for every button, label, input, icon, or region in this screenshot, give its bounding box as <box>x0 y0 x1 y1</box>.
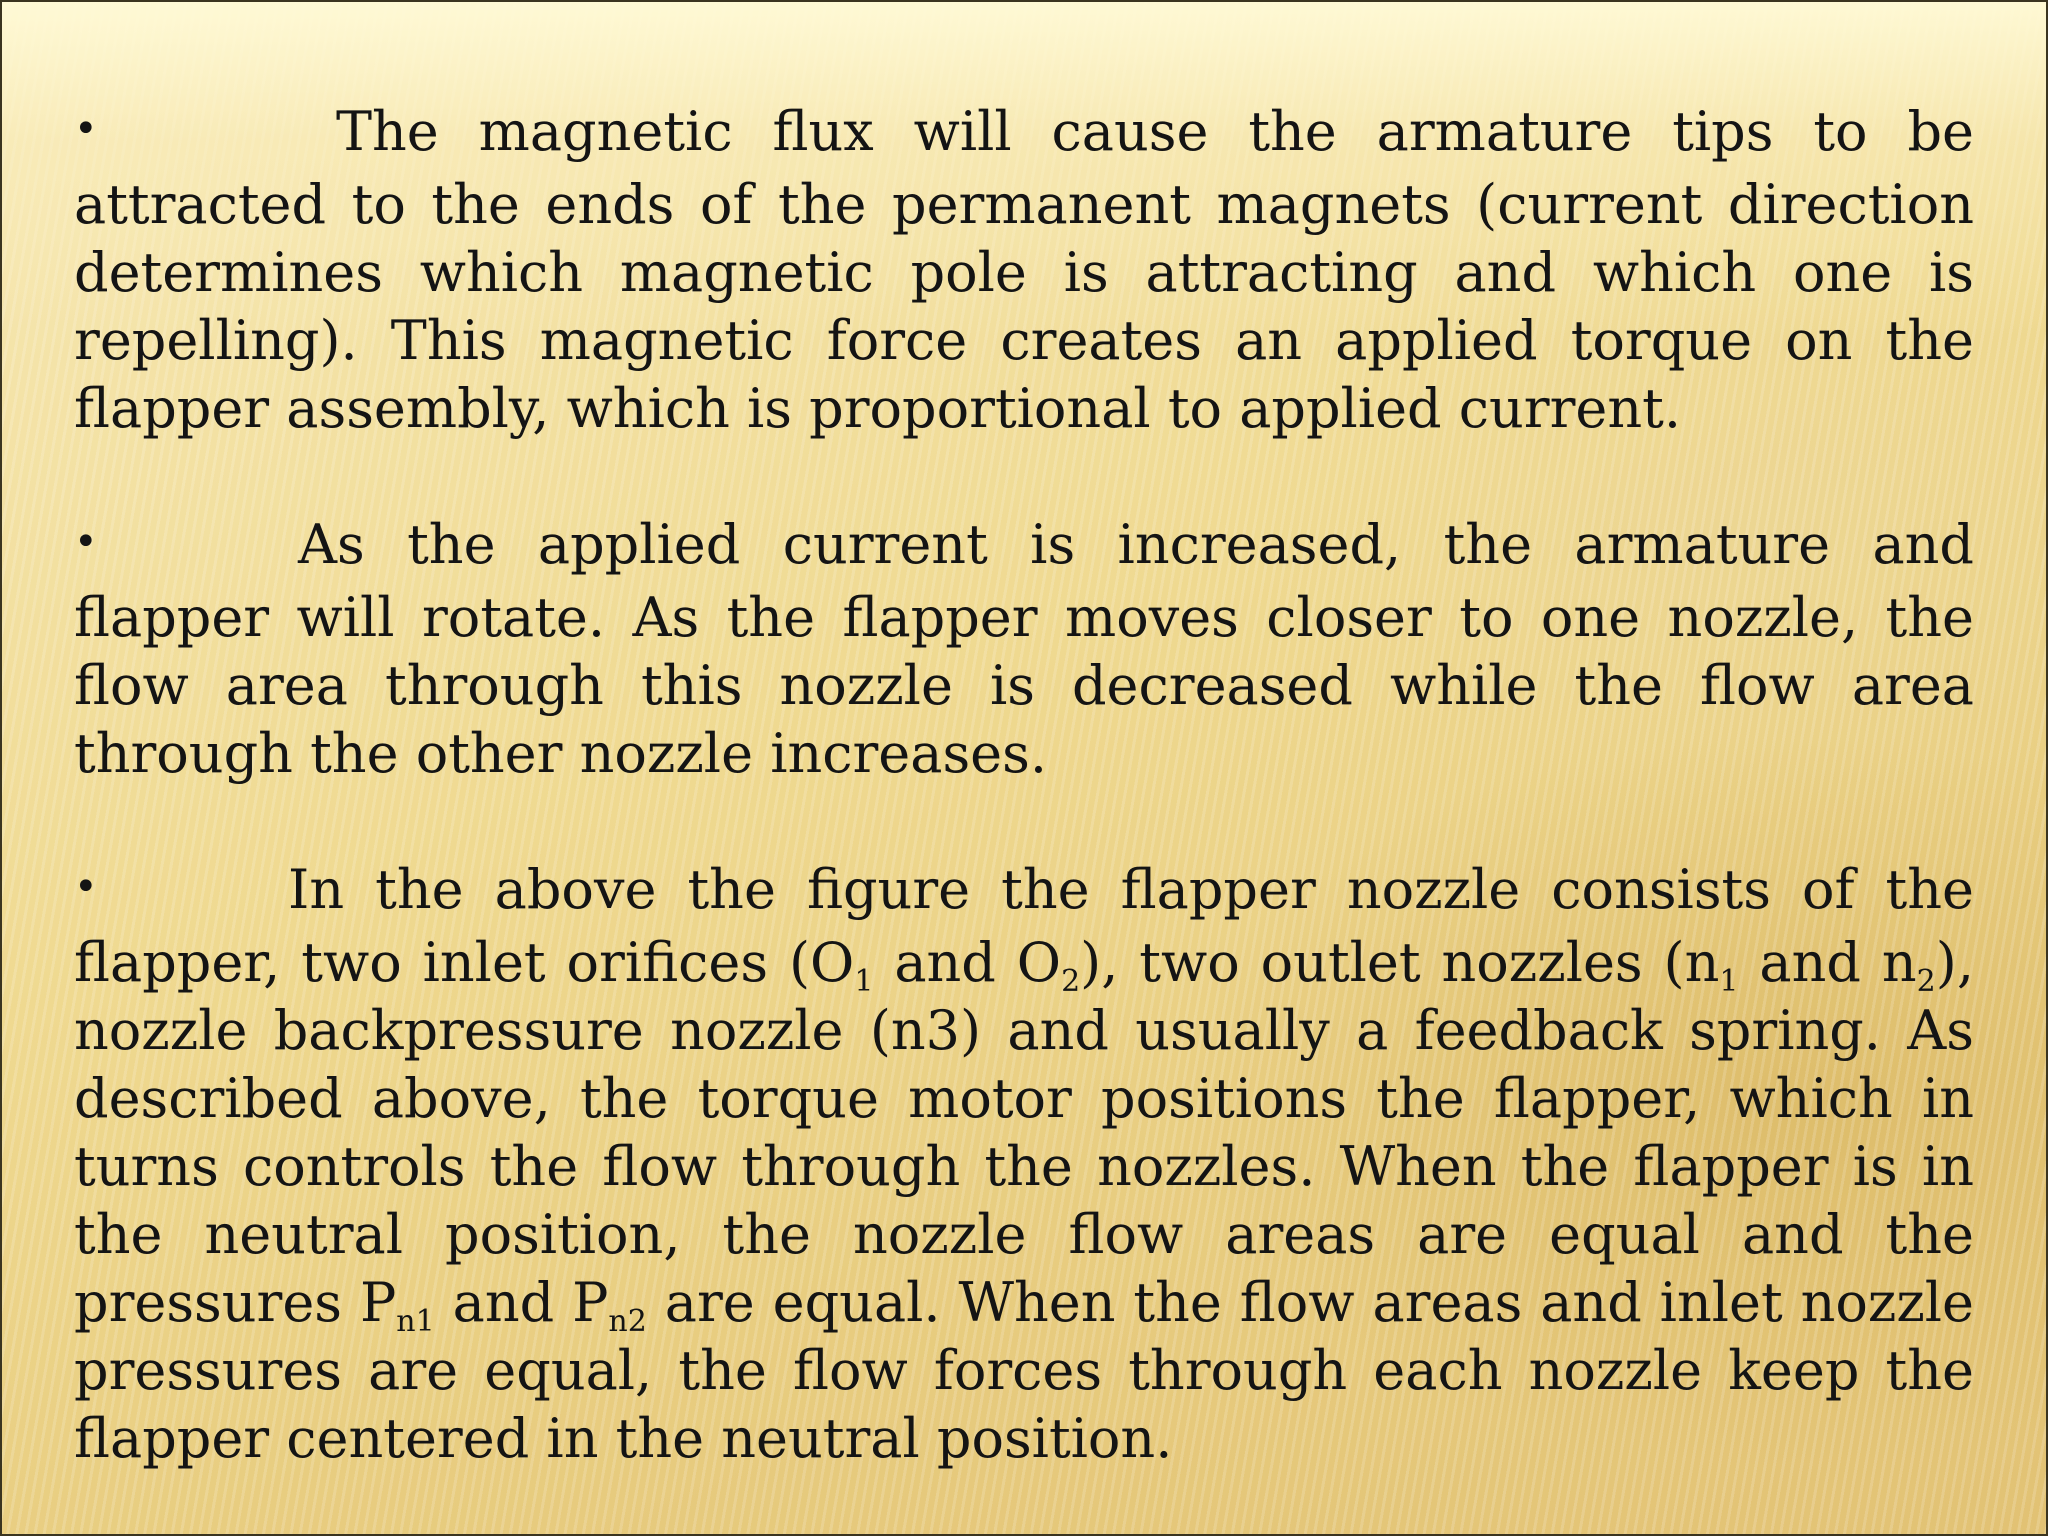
paragraph-text: In the above the figure the flapper nozzle consists of the flapper, two inlet orifices (O <box>74 858 1974 994</box>
paragraph-text: As the applied current is increased, the armature and flapper will rotate. As the flapper moves closer to one nozzle, the flow area through this nozzle is decreased while the flow area through the other nozzle increases. <box>74 513 1974 785</box>
paragraph-text: and P <box>434 1271 609 1334</box>
paragraph-text: The magnetic flux will cause the armature tips to be attracted to the ends of the permanent magnets (current direction determines which magnetic pole is attracting and which one is repelling). This magnetic force creates an applied torque on the flapper assembly, which is proportional to applied current. <box>74 100 1974 440</box>
paragraph-text: ), nozzle backpressure nozzle (n3) and usually a feedback spring. As described above, the torque motor positions the flapper, which in turns controls the flow through the nozzles. When the flapper is in the neutral position, the nozzle flow areas are equal and the pressures P <box>74 931 1974 1334</box>
subscript: 2 <box>1061 964 1081 999</box>
slide-body <box>74 98 1974 1473</box>
paragraph-text: and n <box>1738 931 1917 994</box>
paragraph-applied-current: • As the applied current is increased, the armature and flapper will rotate. As the flapper moves closer to one nozzle, the flow area through this nozzle is decreased while the flow area through the other nozzle increases. <box>74 513 1974 785</box>
subscript: 1 <box>1719 964 1739 999</box>
subscript: 1 <box>854 964 874 999</box>
paragraph-text: ), two outlet nozzles (n <box>1080 931 1720 994</box>
paragraph-flapper-nozzle: • In the above the figure the flapper nozzle consists of the flapper, two inlet orifices ($O_1$ and $O_2$), two outlet nozzles ($n_1$ and $n_2$), nozzle backpressure nozzle (n3) and usually a feedback spring. As described above, the torque motor positions the flapper, which in turns controls the flow through the nozzles. When the flapper is in the neutral position, the nozzle flow areas are equal and the pressures $P_{n1}$ and $P_{n2}$ are equal. When the flow areas and inlet nozzle pressures are equal, the flow forces through each nozzle keep the flapper centered in the neutral position. <box>74 858 1974 1470</box>
subscript: n1 <box>396 1304 435 1339</box>
paragraph-text: and O <box>873 931 1062 994</box>
subscript: 2 <box>1916 964 1936 999</box>
paragraph-text: are equal. When the flow areas and inlet nozzle pressures are equal, the flow forces through each nozzle keep the flapper centered in the neutral position. <box>74 1271 1974 1470</box>
subscript: n2 <box>608 1304 647 1339</box>
paragraph-magnetic-flux: • The magnetic flux will cause the armature tips to be attracted to the ends of the permanent magnets (current direction determines which magnetic pole is attracting and which one is repelling). This magnetic force creates an applied torque on the flapper assembly, which is proportional to applied current. <box>74 100 1974 440</box>
